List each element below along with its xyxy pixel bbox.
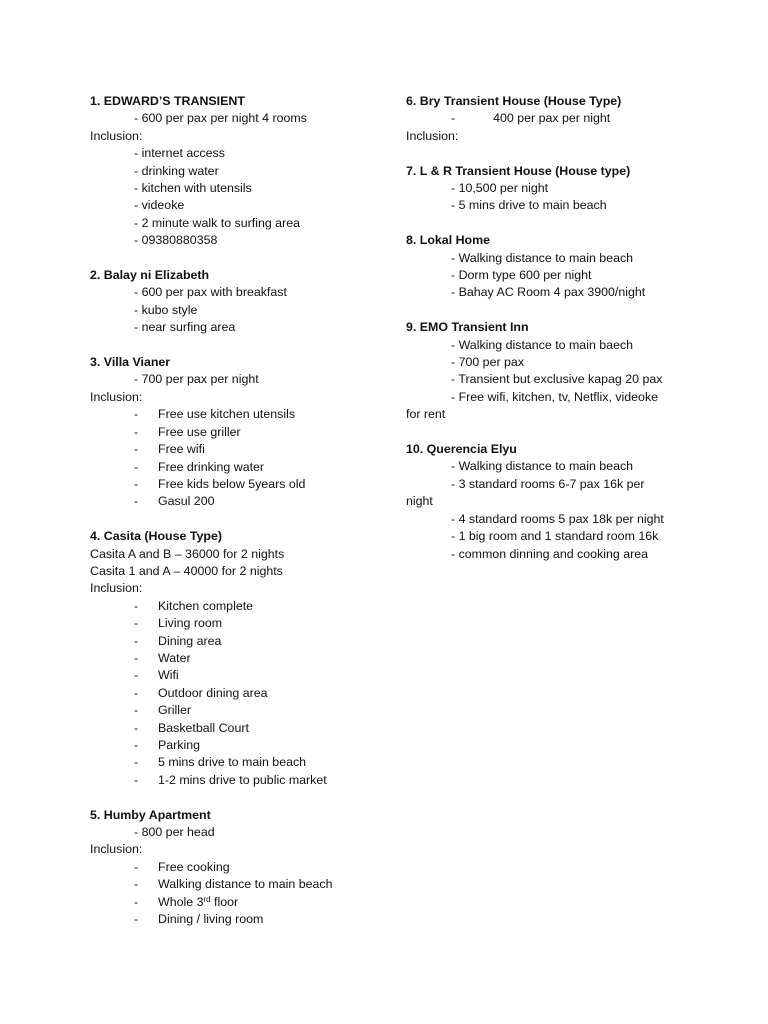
detail-item: - 700 per pax xyxy=(451,355,525,370)
inclusion-label: Inclusion: xyxy=(90,581,143,596)
inclusion-item xyxy=(90,702,390,719)
bullet-dash: - xyxy=(134,912,139,927)
inclusion-text: 5 mins drive to main beach xyxy=(158,755,307,770)
inclusion-text: Free wifi xyxy=(158,442,205,457)
inclusion-item xyxy=(90,598,390,615)
bullet-dash: - xyxy=(134,459,139,474)
detail-item: - common dinning and cooking area xyxy=(451,546,648,561)
listing-title: 6. Bry Transient House (House Type) xyxy=(406,94,622,108)
listing-villa-vianer xyxy=(90,354,390,511)
bullet-dash: - xyxy=(134,755,139,770)
detail-item-wrap: night xyxy=(406,494,433,509)
bullet-dash: - xyxy=(134,703,139,718)
bullet-dash: - xyxy=(451,111,456,126)
listing-lokal-home xyxy=(406,232,696,302)
floor-text-end: floor xyxy=(210,894,239,909)
bullet-dash: - xyxy=(134,650,139,665)
bullet-dash: - xyxy=(134,668,139,683)
inclusion-text: Dining / living room xyxy=(158,912,264,927)
bullet-dash: - xyxy=(134,424,139,439)
bullet-dash: - xyxy=(134,598,139,613)
price-line: - 600 per pax per night 4 rooms xyxy=(134,111,307,126)
listing-humby-apartment xyxy=(90,807,390,929)
inclusion-item xyxy=(90,424,390,441)
listing-title: 10. Querencia Elyu xyxy=(406,442,517,457)
detail-item-wrap: for rent xyxy=(406,407,446,422)
bullet-dash: - xyxy=(134,772,139,787)
inclusion-text: Water xyxy=(158,650,191,665)
detail-item: - 3 standard rooms 6-7 pax 16k per xyxy=(451,476,645,491)
floor-text: Whole 3 xyxy=(158,894,204,909)
price-line: - 700 per pax per night xyxy=(134,372,259,387)
listing-bry-transient-house xyxy=(406,93,696,145)
inclusion-text: Kitchen complete xyxy=(158,598,254,613)
listing-balay-ni-elizabeth xyxy=(90,267,390,337)
inclusion-item xyxy=(90,754,390,771)
detail-item: - 600 per pax with breakfast xyxy=(134,285,287,300)
inclusion-item xyxy=(90,737,390,754)
detail-item: - 5 mins drive to main beach xyxy=(451,198,607,213)
listing-querencia-elyu xyxy=(406,441,696,563)
listing-title: 1. EDWARD’S TRANSIENT xyxy=(90,94,245,108)
bullet-dash: - xyxy=(134,407,139,422)
detail-item: - Free wifi, kitchen, tv, Netflix, videoke xyxy=(451,389,659,404)
listing-title: 5. Humby Apartment xyxy=(90,807,211,822)
ordinal-suffix: rd xyxy=(203,894,211,904)
inclusion-item xyxy=(90,650,390,667)
inclusion-item xyxy=(90,894,390,911)
detail-item: - Walking distance to main beach xyxy=(451,250,634,265)
inclusion-label: Inclusion: xyxy=(90,389,143,404)
inclusion-text xyxy=(158,894,238,911)
inclusion-text: Parking xyxy=(158,737,201,752)
detail-item: - 10,500 per night xyxy=(451,181,549,196)
inclusion-text: Free cooking xyxy=(158,859,230,874)
inclusion-item xyxy=(90,459,390,476)
inclusion-item xyxy=(90,859,390,876)
inclusion-item xyxy=(90,685,390,702)
inclusion-label: Inclusion: xyxy=(90,842,143,857)
right-column xyxy=(406,93,696,580)
inclusion-item xyxy=(90,441,390,458)
listing-title: 3. Villa Vianer xyxy=(90,355,171,370)
detail-item: - Walking distance to main baech xyxy=(451,337,634,352)
inclusion-text: Free drinking water xyxy=(158,459,265,474)
detail-item: - kubo style xyxy=(134,302,198,317)
bullet-dash: - xyxy=(134,720,139,735)
listing-l-and-r-transient-house xyxy=(406,163,696,215)
bullet-dash: - xyxy=(134,442,139,457)
inclusion-item xyxy=(90,772,390,789)
inclusion-text: Dining area xyxy=(158,633,222,648)
bullet-dash: - xyxy=(134,633,139,648)
listing-title: 2. Balay ni Elizabeth xyxy=(90,268,210,283)
inclusion-item: - kitchen with utensils xyxy=(134,181,252,196)
inclusion-item xyxy=(90,876,390,893)
inclusion-item xyxy=(90,911,390,928)
inclusion-item xyxy=(90,493,390,510)
contact-number: - 09380880358 xyxy=(134,233,218,248)
listing-title: 9. EMO Transient Inn xyxy=(406,320,529,335)
detail-item: - Bahay AC Room 4 pax 3900/night xyxy=(451,285,646,300)
inclusion-text: Walking distance to main beach xyxy=(158,877,333,892)
inclusion-item: - drinking water xyxy=(134,163,219,178)
inclusion-item xyxy=(90,633,390,650)
inclusion-label: Inclusion: xyxy=(406,128,459,143)
inclusion-text: Basketball Court xyxy=(158,720,249,735)
inclusion-item xyxy=(90,476,390,493)
inclusion-text: Free kids below 5years old xyxy=(158,476,306,491)
inclusion-item xyxy=(90,720,390,737)
bullet-dash: - xyxy=(134,737,139,752)
detail-item: - Dorm type 600 per night xyxy=(451,268,592,283)
bullet-dash: - xyxy=(134,476,139,491)
bullet-dash: - xyxy=(134,494,139,509)
bullet-dash: - xyxy=(134,616,139,631)
price-text: 400 per pax per night xyxy=(493,111,611,126)
bullet-dash: - xyxy=(134,894,139,909)
listing-casita xyxy=(90,528,390,789)
price-line: - 800 per head xyxy=(134,825,215,839)
inclusion-label: Inclusion: xyxy=(90,128,143,143)
inclusion-text: Wifi xyxy=(158,668,179,683)
inclusion-item: - internet access xyxy=(134,146,225,161)
price-line xyxy=(406,110,696,127)
left-column xyxy=(90,93,390,946)
inclusion-text: 1-2 mins drive to public market xyxy=(158,772,327,787)
bullet-dash: - xyxy=(134,877,139,892)
listing-title: 8. Lokal Home xyxy=(406,233,491,248)
inclusion-text: Outdoor dining area xyxy=(158,685,268,700)
detail-item: - Walking distance to main beach xyxy=(451,459,634,474)
bullet-dash: - xyxy=(134,859,139,874)
listing-title: 7. L & R Transient House (House type) xyxy=(406,163,631,178)
bullet-dash: - xyxy=(134,685,139,700)
inclusion-text: Griller xyxy=(158,703,192,718)
detail-item: - 4 standard rooms 5 pax 18k per night xyxy=(451,511,664,526)
rate-line: Casita A and B – 36000 for 2 nights xyxy=(90,546,285,561)
inclusion-item: - 2 minute walk to surfing area xyxy=(134,215,300,230)
listing-emo-transient-inn xyxy=(406,319,696,423)
detail-item: - Transient but exclusive kapag 20 pax xyxy=(451,372,663,387)
listing-edwards-transient xyxy=(90,93,390,250)
inclusion-text: Free use griller xyxy=(158,424,241,439)
inclusion-text: Free use kitchen utensils xyxy=(158,407,296,422)
inclusion-item xyxy=(90,615,390,632)
inclusion-item: - videoke xyxy=(134,198,185,213)
inclusion-item xyxy=(90,667,390,684)
listing-title: 4. Casita (House Type) xyxy=(90,529,222,544)
detail-item: - near surfing area xyxy=(134,320,236,335)
inclusion-text: Gasul 200 xyxy=(158,494,215,509)
inclusion-text: Living room xyxy=(158,616,223,631)
inclusion-item xyxy=(90,406,390,423)
detail-item: - 1 big room and 1 standard room 16k xyxy=(451,529,659,544)
rate-line: Casita 1 and A – 40000 for 2 nights xyxy=(90,563,283,578)
